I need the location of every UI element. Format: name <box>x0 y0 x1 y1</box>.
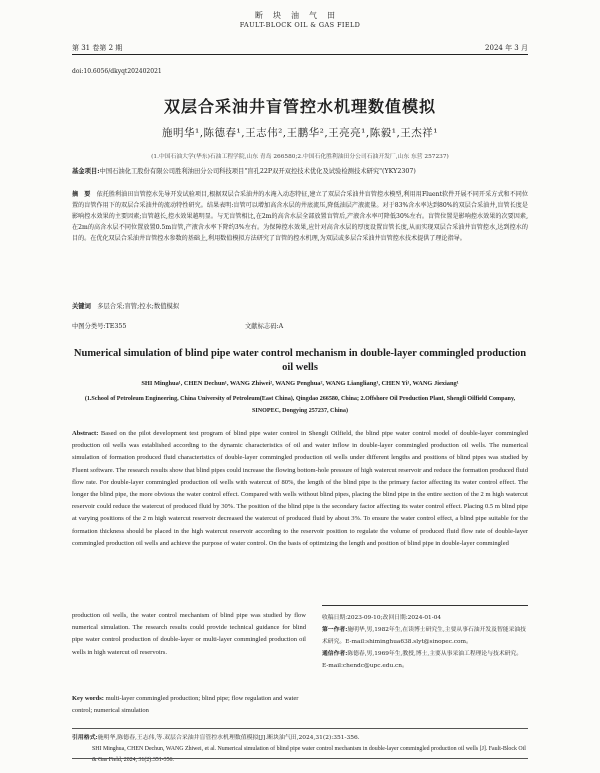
issue-date: 2024 年 3 月 <box>485 44 528 52</box>
corr-author-text: 陈德春,男,1969年生,教授,博士,主要从事采油工程理论与技术研究。E-mail:chendc@upc.edu.cn。 <box>322 651 523 669</box>
citation-bottom-divider <box>72 758 528 759</box>
keywords-en-label: Key words: <box>72 695 104 702</box>
fund-info <box>72 166 532 175</box>
doi[interactable]: doi:10.6056/dkyqt202402021 <box>72 68 162 75</box>
abstract-en-label: Abstract: <box>72 430 99 437</box>
affiliation-en: (1.School of Petroleum Engineering, China University of Petroleum(East China), Qingdao 266580, China; 2.Offshore Oil Production Plant, Shengli Oilfield Company, SINOPEC, Dongying 257237, China) <box>84 396 516 414</box>
journal-name-en: FAULT-BLOCK OIL & GAS FIELD <box>239 21 361 29</box>
abstract-en-text: Based on the pilot development test program of blind pipe water control in Shengli Oilfield, the blind pipe water control model of double-layer commingled production oil wells was established according to the dynamic characteristics of oil and water inflow in double-layer commingled production oil wells. The numerical simulation of formation produced fluid characteristics of double-layer commingled production oil wells under different lengths and positions of blind pipes was studied by Fluent software. The research results show that blind pipes could increase the flowing bottom-hole pressure of high watercut reservoir and reduce the formation produced fluid flow rate. For double-layer commingled production oil wells with watercut of 80%, the length of the blind pipe is the primary factor affecting its water control effect. The longer the blind pipe, the more obvious the water control effect. Compared with wells without blind pipes, placing the blind pipe in the entire section of the 2 m high watercut reservoir could reduce the watercut of produced fluid by 30%. The position of the blind pipe is the secondary factor affecting its water control effect. Placing 0.5 m blind pipe at varying positions of the 2 m high watercut reservoir decreased the watercut of produced fluid by about 3%. To ensure the water control effect, a blind pipe suitable for the formation thickness should be placed in the high watercut reservoir according to the reservoir position to regulate the volume of produced fluid flow rate of double-layer commingled production oil wells and achieve the purpose of water control. On the basis of optimizing the length and position of blind pipe in double-layer commingled <box>72 430 529 547</box>
citation-label: 引用格式: <box>72 734 98 741</box>
paper-title-cn: 双层合采油井盲管控水机理数值模拟 <box>163 97 436 116</box>
affiliation-cn: (1.中国石油大学(华东)石油工程学院,山东 青岛 266580;2.中国石化胜利油田分公司石油开发厂,山东 东营 257237) <box>151 154 449 160</box>
abstract-cn <box>72 189 528 244</box>
keywords-en <box>72 693 306 717</box>
abstract-cn-label: 摘 要 <box>72 191 91 198</box>
keywords-cn-text: 多层合采;盲管;控水;数值模拟 <box>97 303 180 310</box>
first-author-text: 施明华,男,1982年生,在读博士研究生,主要从事石油开发及智能采油技术研究。E-mail:shiminghua638.slyt@sinopec.com。 <box>322 627 526 645</box>
journal-name-cn: 断块油气田 <box>255 11 345 20</box>
citation-top-divider <box>72 728 528 729</box>
keywords-en-text: multi-layer commingled production; blind pipe; flow regulation and water control; numerical simulation <box>72 695 299 714</box>
authors-en: SHI Minghua¹, CHEN Dechun¹, WANG Zhiwei², WANG Penghua², WANG Liangliang¹, CHEN Yi¹, WANG Jiexiang¹ <box>141 380 459 387</box>
first-author-info <box>322 624 528 648</box>
citation-en: SHI Minghua, CHEN Dechun, WANG Zhiwei, et al. Numerical simulation of blind pipe water control mechanism in double-layer commingled production oil wells [J]. Fault-Block Oil & Gas Field, 2024, 31(2):351-356. <box>92 746 526 763</box>
received-dates: 收稿日期:2023-09-10;改回日期:2024-01-04 <box>322 615 442 621</box>
citation-cn: 施明华,陈德春,王志伟,等.双层合采油井盲管控水机理数值模拟[J].断块油气田,2024,31(2):351-356. <box>97 735 360 741</box>
corr-author-label: 通信作者: <box>322 651 348 657</box>
fund-label: 基金项目: <box>72 168 100 175</box>
abstract-cn-text: 依托胜利油田盲管控水先导开发试验项目,根据双层合采油井的水淹入动态特征,建立了双层合采油井盲管控水模型,利用用Fluent软件开展不同开采方式和不同位置的盲管作用下的双层合采油井的流动特性研究。结果表明:盲管可以增加高含水层的井底流压,降低油层产液流量。对于83%含水率达到80%的双层合采油井,盲管长度是影响控水效果的主要因素;盲管越长,控水效果越明显。与无盲管相比,在2m的高含水层全部放置盲管后,产液含水率可降低30%左右。盲管位置是影响控水效果的次要因素,在2m的高含水层不同位置放置0.5m盲管,产液含水率下降约3%左右。为保障控水效果,应针对高含水层的厚度设置盲管长度,从而实现双层合采油井盲管控水,达到控水的目的。在优化双层合采油井盲管控水参数的基础上,利用数值模拟方法研究了盲管的控水机理,为双层或多层合采油井盲管控水技术提供了理论指导。 <box>72 191 529 242</box>
abstract-en <box>72 428 528 550</box>
authors-cn: 施明华¹,陈德春¹,王志伟²,王鹏华²,王亮亮¹,陈毅¹,王杰祥¹ <box>162 127 438 139</box>
keywords-cn-label: 关键词 <box>72 303 91 310</box>
clc-number: 中图分类号:TE355 <box>72 323 127 330</box>
keywords-cn <box>72 301 179 310</box>
volume-issue: 第 31 卷第 2 期 <box>72 44 123 52</box>
document-code: 文献标志码:A <box>245 323 284 330</box>
info-box-divider <box>322 605 528 606</box>
fund-text: 中国石油化工股份有限公司胜利油田分公司科技项目"盲孔22P双开双控技术优化及试验检测技术研究"(YKY2307) <box>99 168 416 175</box>
paper-title-en: Numerical simulation of blind pipe water control mechanism in double-layer commingled production oil wells <box>73 348 527 373</box>
corresponding-author-info <box>322 648 528 672</box>
header-divider <box>72 54 528 55</box>
article-info-box <box>322 612 528 672</box>
citation-format <box>72 732 528 766</box>
abstract-en-continued: production oil wells, the water control mechanism of blind pipe was studied by flow numerical simulation. The research results could provide technical guidance for blind pipe water control production of double-layer or multi-layer commingled production oil wells in high watercut oil reservoirs. <box>72 612 306 656</box>
first-author-label: 第一作者: <box>322 627 348 633</box>
